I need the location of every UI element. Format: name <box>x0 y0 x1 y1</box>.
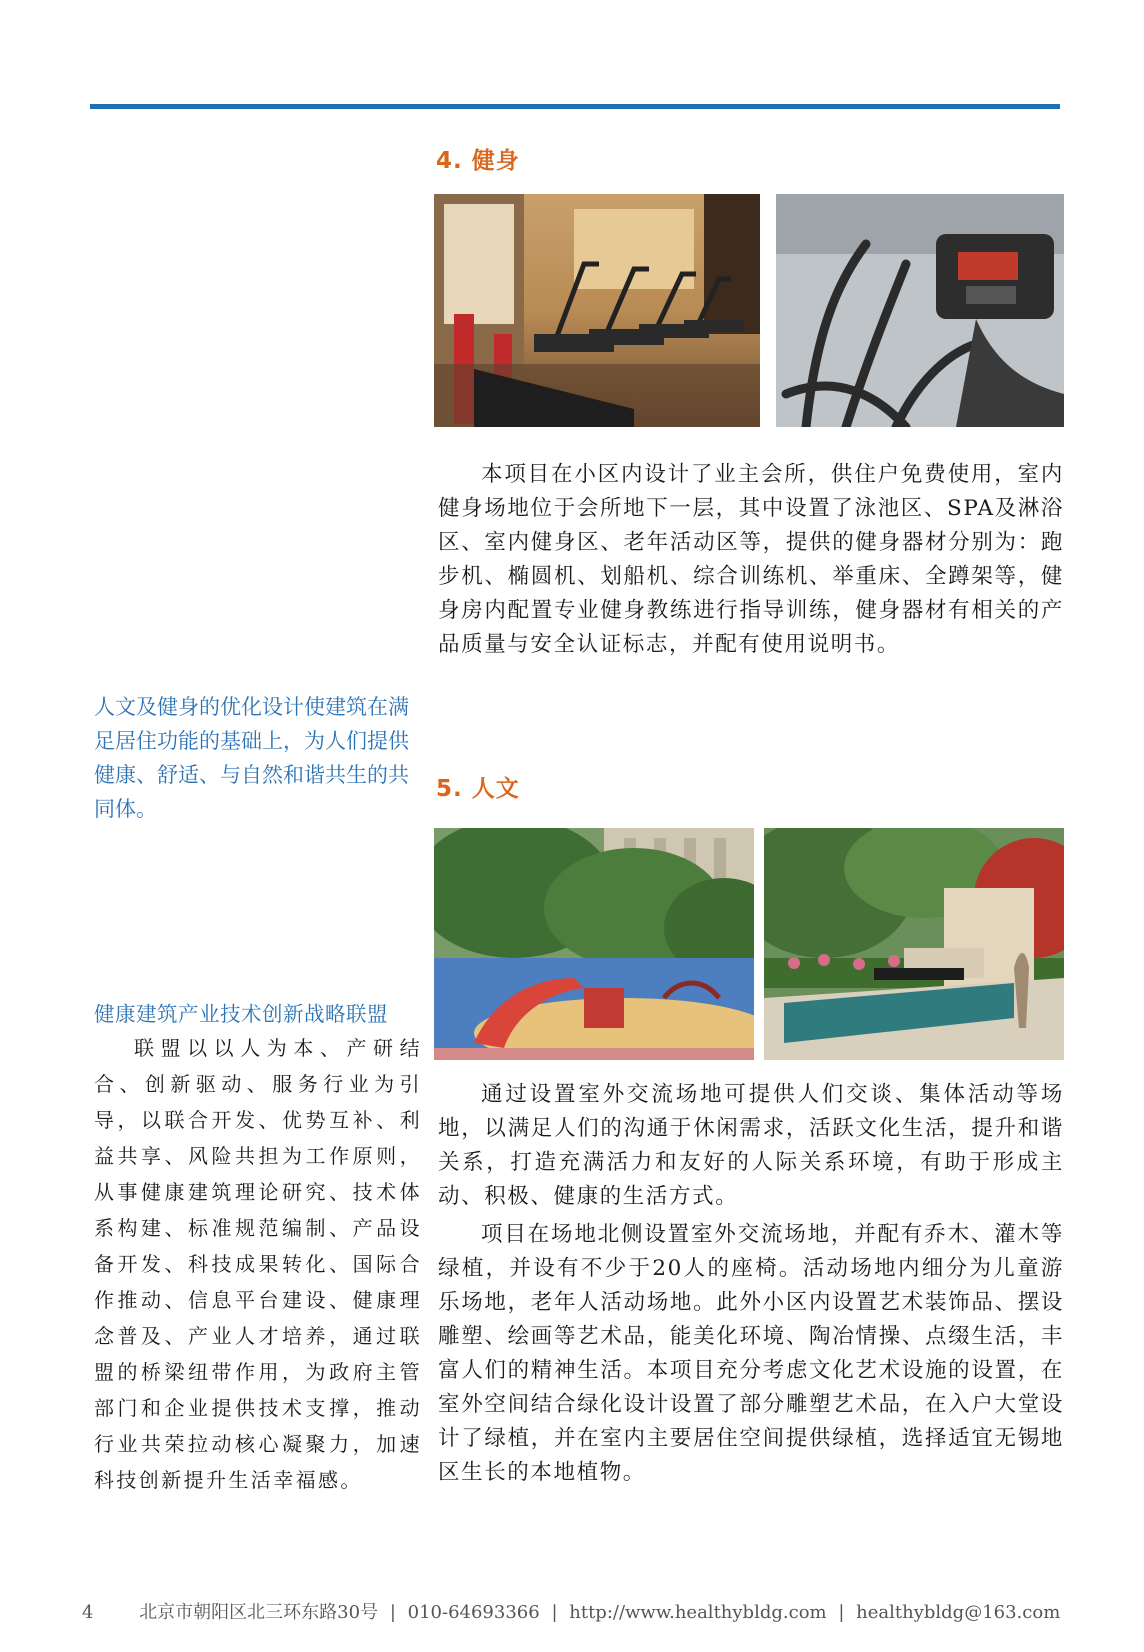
water-feature-photo <box>764 828 1064 1060</box>
section-heading-fitness: 4. 健身 <box>436 148 520 174</box>
footer-separator: | <box>551 1602 558 1623</box>
alliance-title: 健康建筑产业技术创新战略联盟 <box>94 1002 388 1026</box>
footer-email-link[interactable]: healthybldg@163.com <box>856 1602 1061 1623</box>
footer-phone: 010-64693366 <box>407 1602 540 1623</box>
fitness-paragraph-block <box>438 458 1064 666</box>
gym-photo-treadmills <box>434 194 760 427</box>
footer-website-link[interactable]: http://www.healthybldg.com <box>569 1602 827 1623</box>
page-number: 4 <box>82 1602 94 1623</box>
pull-quote: 人文及健身的优化设计使建筑在满足居住功能的基础上，为人们提供健康、舒适、与自然和谐共生的共同体。 <box>94 695 409 821</box>
alliance-body: 联盟以以人为本、产研结合、创新驱动、服务行业为引导，以联合开发、优势互补、利益共享、风险共担为工作原则，从事健康建筑理论研究、技术体系构建、标准规范编制、产品设备开发、科技成果转化、国际合作推动、信息平台建设、健康理念普及、产业人才培养，通过联盟的桥梁纽带作用，为政府主管部门和企业提供技术支撑，推动行业共荣拉动核心凝聚力，加速科技创新提升生活幸福感。 <box>94 1036 422 1492</box>
footer-separator: | <box>389 1602 396 1623</box>
footer-separator: | <box>838 1602 845 1623</box>
page-footer <box>82 1598 1072 1624</box>
culture-paragraph-1: 通过设置室外交流场地可提供人们交谈、集体活动等场地，以满足人们的沟通于休闲需求，活跃文化生活，提升和谐关系，打造充满活力和友好的人际关系环境，有助于形成主动、积极、健康的生活方式。 <box>438 1082 1064 1209</box>
playground-photo <box>434 828 754 1060</box>
section-heading-culture: 5. 人文 <box>436 776 520 802</box>
fitness-paragraph: 本项目在小区内设计了业主会所，供住户免费使用，室内健身场地位于会所地下一层，其中设置了泳池区、SPA及淋浴区、室内健身区、老年活动区等，提供的健身器材分别为：跑步机、椭圆机、划船机、综合训练机、举重床、全蹲架等，健身房内配置专业健身教练进行指导训练，健身器材有相关的产品质量与安全认证标志，并配有使用说明书。 <box>438 462 1064 657</box>
header-rule <box>90 104 1060 109</box>
gym-photo-elliptical <box>776 194 1064 427</box>
culture-paragraph-block <box>438 1078 1064 1494</box>
culture-paragraph-2: 项目在场地北侧设置室外交流场地，并配有乔木、灌木等绿植，并设有不少于20人的座椅。活动场地内细分为儿童游乐场地，老年人活动场地。此外小区内设置艺术装饰品、摆设雕塑、绘画等艺术品，能美化环境、陶冶情操、点缀生活，丰富人们的精神生活。本项目充分考虑文化艺术设施的设置，在室外空间结合绿化设计设置了部分雕塑艺术品，在入户大堂设计了绿植，并在室内主要居住空间提供绿植，选择适宜无锡地区生长的本地植物。 <box>438 1222 1064 1485</box>
footer-address: 北京市朝阳区北三环东路30号 <box>139 1602 379 1623</box>
